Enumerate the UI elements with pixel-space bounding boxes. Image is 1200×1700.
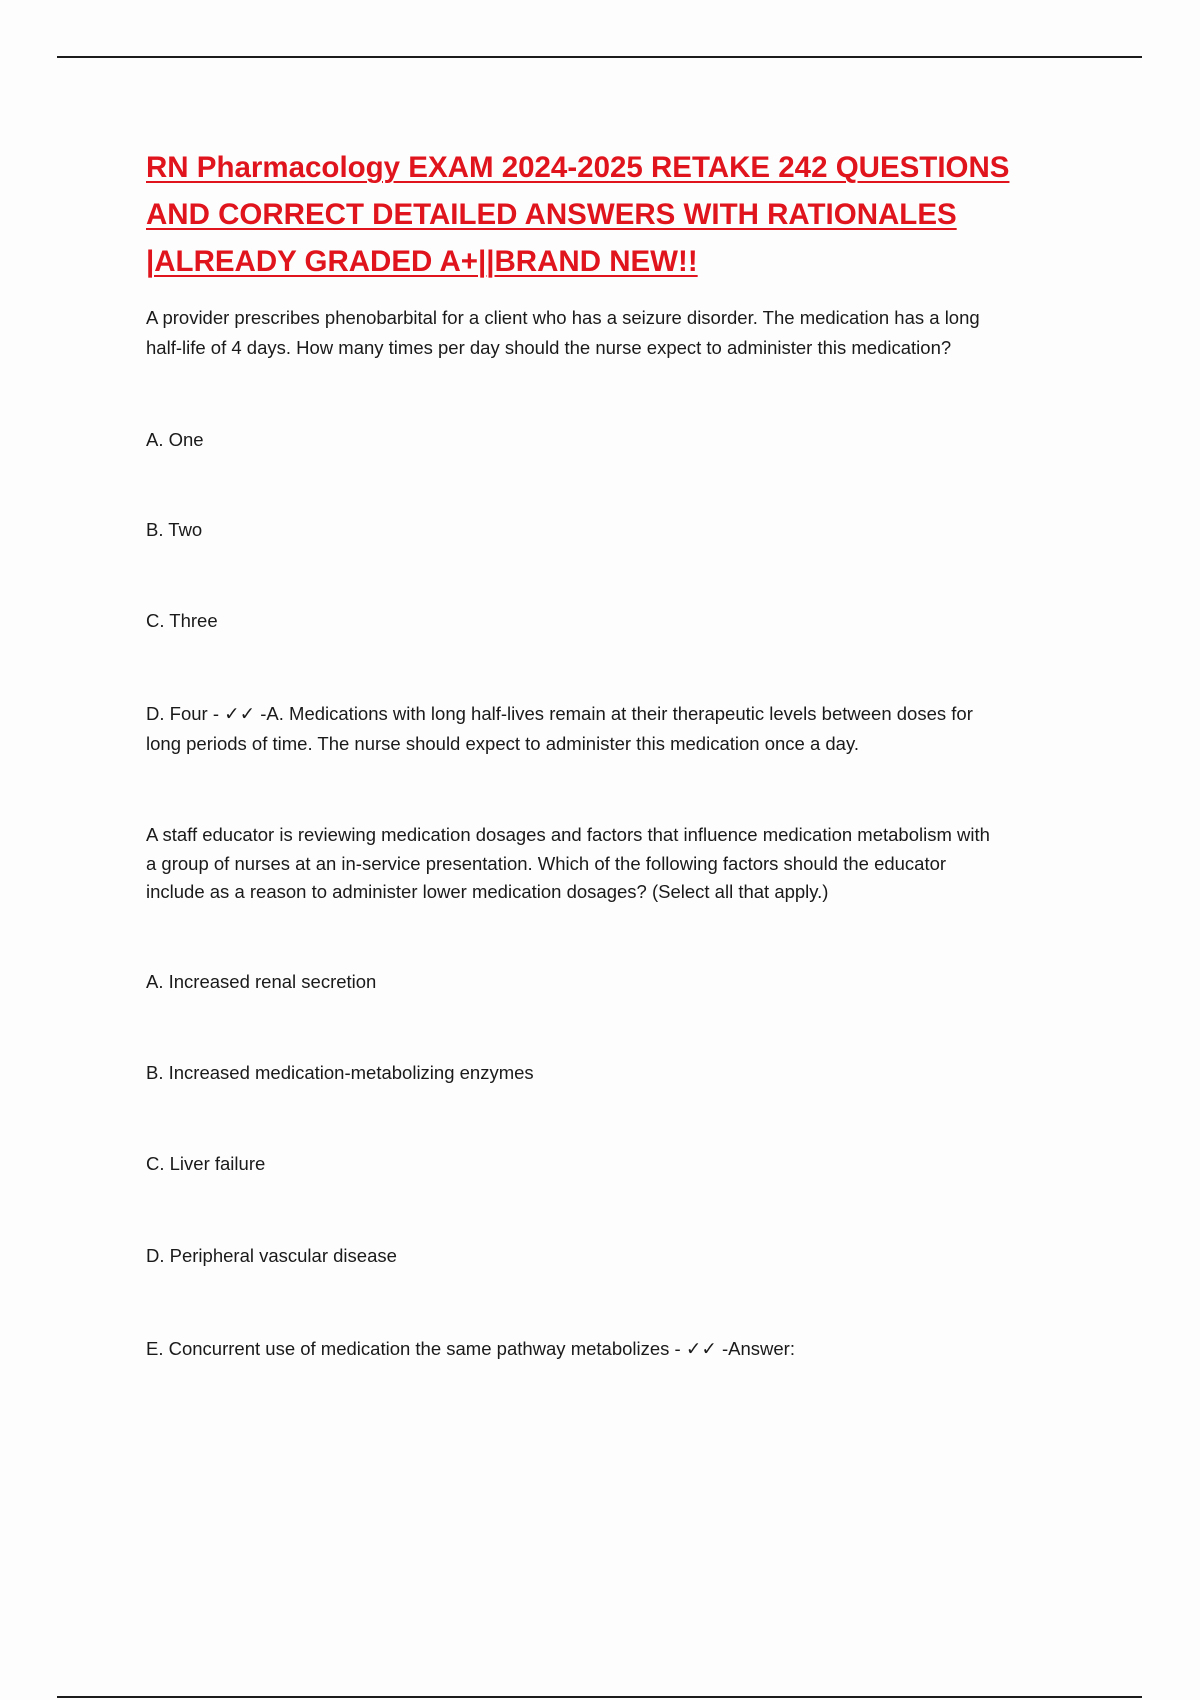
question-2-stem bbox=[146, 821, 1106, 907]
question-1-answer-line-1: D. Four - ✓✓ -A. Medications with long half-lives remain at their therapeutic levels between doses for bbox=[146, 703, 973, 724]
question-1-option-c: C. Three bbox=[146, 610, 218, 631]
top-rule bbox=[57, 56, 1142, 58]
question-2-option-c: C. Liver failure bbox=[146, 1153, 266, 1174]
question-2-stem-line-3: include as a reason to administer lower medication dosages? (Select all that apply.) bbox=[146, 881, 829, 902]
question-1-answer-line-2: long periods of time. The nurse should expect to administer this medication once a day. bbox=[146, 733, 859, 754]
question-2-option-a: A. Increased renal secretion bbox=[146, 971, 377, 992]
question-2-stem-line-2: a group of nurses at an in-service presentation. Which of the following factors should the educator bbox=[146, 852, 947, 874]
question-2-option-b: B. Increased medication-metabolizing enzymes bbox=[146, 1062, 534, 1083]
question-2-stem-line-1: A staff educator is reviewing medication dosages and factors that influence medication metabolism with bbox=[146, 824, 990, 845]
document-title bbox=[146, 144, 1086, 285]
question-1-option-a: A. One bbox=[146, 429, 204, 450]
question-2-option-d: D. Peripheral vascular disease bbox=[146, 1245, 397, 1266]
question-2-answer-line-1: E. Concurrent use of medication the same pathway metabolizes - ✓✓ -Answer: bbox=[146, 1338, 795, 1359]
question-1-stem-line-2: half-life of 4 days. How many times per day should the nurse expect to administer this medication? bbox=[146, 337, 952, 358]
title-line-3: |ALREADY GRADED A+||BRAND NEW!! bbox=[146, 245, 698, 278]
question-2-answer bbox=[146, 1334, 1086, 1364]
question-1-stem-line-1: A provider prescribes phenobarbital for a client who has a seizure disorder. The medication has a long bbox=[146, 307, 980, 328]
title-line-1: RN Pharmacology EXAM 2024-2025 RETAKE 242 QUESTIONS bbox=[146, 151, 1010, 184]
question-1-answer bbox=[146, 699, 1086, 759]
question-1-option-b: B. Two bbox=[146, 519, 203, 540]
title-line-2: AND CORRECT DETAILED ANSWERS WITH RATIONALES bbox=[146, 198, 957, 231]
question-1-stem bbox=[146, 303, 1086, 363]
bottom-rule bbox=[57, 1696, 1142, 1698]
